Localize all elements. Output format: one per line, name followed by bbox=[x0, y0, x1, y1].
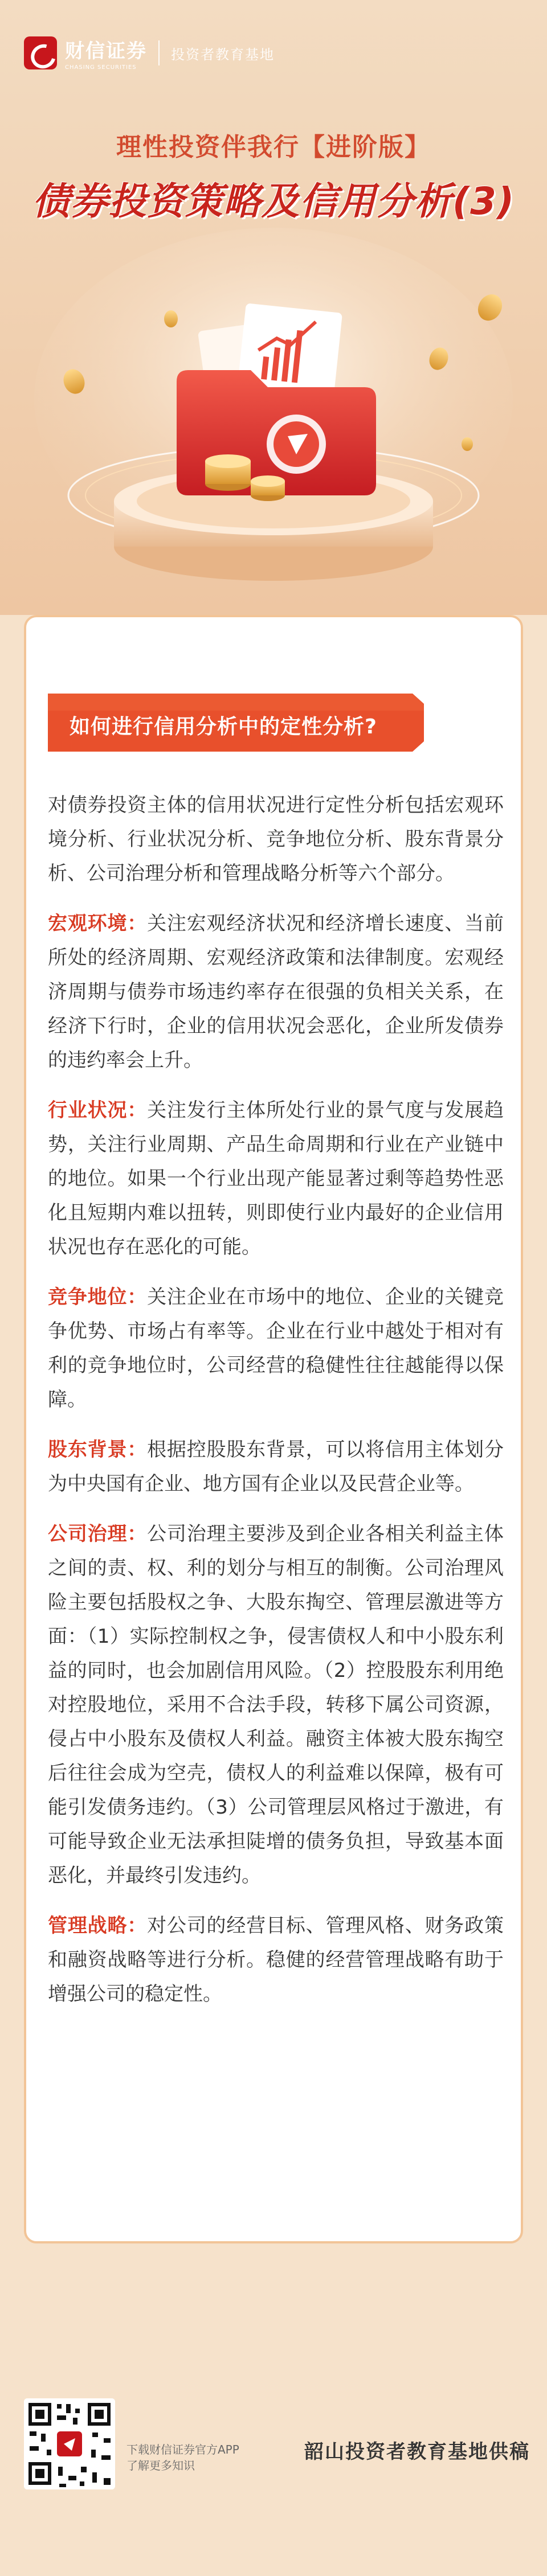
question-banner bbox=[48, 694, 424, 752]
brand-base: 投资者教育基地 bbox=[171, 46, 275, 63]
section-text: 根据控股股东背景，可以将信用主体划分为中央国有企业、地方国有企业以及民营企业等。 bbox=[48, 1438, 504, 1495]
download-hint bbox=[126, 2442, 239, 2474]
section-industry bbox=[48, 1093, 504, 1264]
brand-name-en: CHASING SECURITIES bbox=[65, 64, 137, 71]
section-text: 对公司的经营目标、管理风格、财务政策和融资战略等进行分析。稳健的经营管理战略有助于增强公司的稳定性。 bbox=[48, 1914, 504, 2005]
brand-bar bbox=[24, 35, 275, 71]
section-text: 关注宏观经济状况和经济增长速度、当前所处的经济周期、宏观经济政策和法律制度。宏观经济周期与债券市场违约率存在很强的负相关关系，在经济下行时，企业的信用状况会恶化，企业所发债券的违约率会上升。 bbox=[48, 912, 504, 1072]
content-card bbox=[24, 615, 523, 2243]
hero-header bbox=[0, 0, 547, 615]
download-line-2: 了解更多知识 bbox=[126, 2459, 195, 2472]
download-line-1: 下载财信证券官方APP bbox=[126, 2443, 239, 2456]
section-competition bbox=[48, 1280, 504, 1417]
section-title: 股东背景： bbox=[48, 1438, 148, 1461]
section-text: 关注企业在市场中的地位、企业的关键竞争优势、市场占有率等。企业在行业中越处于相对有利的竞争地位时，公司经营的稳健性往往越能得以保障。 bbox=[48, 1286, 504, 1411]
qr-code-icon[interactable] bbox=[24, 2398, 115, 2489]
page-subtitle: 理性投资伴我行【进阶版】 bbox=[116, 133, 431, 162]
section-text: 公司治理主要涉及到企业各相关利益主体之间的责、权、利的划分与相互的制衡。公司治理风险主要包括股权之争、大股东掏空、管理层激进等方面：（1）实际控制权之争，侵害债权人和中小股东利益的同时，也会加剧信用风险。（2）控股股东利用绝对控股地位，采用不合法手段，转移下属公司资源，侵占中小股东及债权人利益。融资主体被大股东掏空后往往会成为空壳，债权人的利益难以保障，极有可能引发债务违约。（3）公司管理层风格过于激进，有可能导致企业无法承担陡增的债务负担，导致基本面恶化，并最终引发违约。 bbox=[48, 1523, 504, 1887]
footer bbox=[0, 2300, 547, 2576]
question-text: 如何进行信用分析中的定性分析? bbox=[70, 715, 377, 739]
article-body bbox=[48, 788, 504, 2027]
section-title: 竞争地位： bbox=[48, 1286, 148, 1308]
supply-credit: 韶山投资者教育基地供稿 bbox=[304, 2440, 530, 2463]
brand-name: 财信证券 bbox=[65, 40, 147, 63]
section-shareholder bbox=[48, 1433, 504, 1501]
folder-coins-illustration bbox=[0, 228, 547, 604]
brand-divider bbox=[158, 40, 160, 65]
section-title: 公司治理： bbox=[48, 1523, 148, 1545]
brand-text bbox=[65, 35, 147, 71]
section-strategy bbox=[48, 1909, 504, 2011]
section-text: 关注发行主体所处行业的景气度与发展趋势，关注行业周期、产品生命周期和行业在产业链中的地位。如果一个行业出现产能显著过剩等趋势性恶化且短期内难以扭转，则即使行业内最好的企业信用状况也存在恶化的可能。 bbox=[48, 1099, 504, 1258]
section-governance bbox=[48, 1517, 504, 1893]
section-title: 宏观环境： bbox=[48, 912, 148, 935]
page-title: 债券投资策略及信用分析(3) bbox=[32, 179, 515, 223]
section-title: 行业状况： bbox=[48, 1099, 148, 1122]
section-macro bbox=[48, 906, 504, 1077]
section-title: 管理战略： bbox=[48, 1914, 148, 1937]
logo-icon bbox=[24, 36, 57, 69]
intro-paragraph: 对债券投资主体的信用状况进行定性分析包括宏观环境分析、行业状况分析、竞争地位分析、股东背景分析、公司治理分析和管理战略分析等六个部分。 bbox=[48, 794, 504, 885]
